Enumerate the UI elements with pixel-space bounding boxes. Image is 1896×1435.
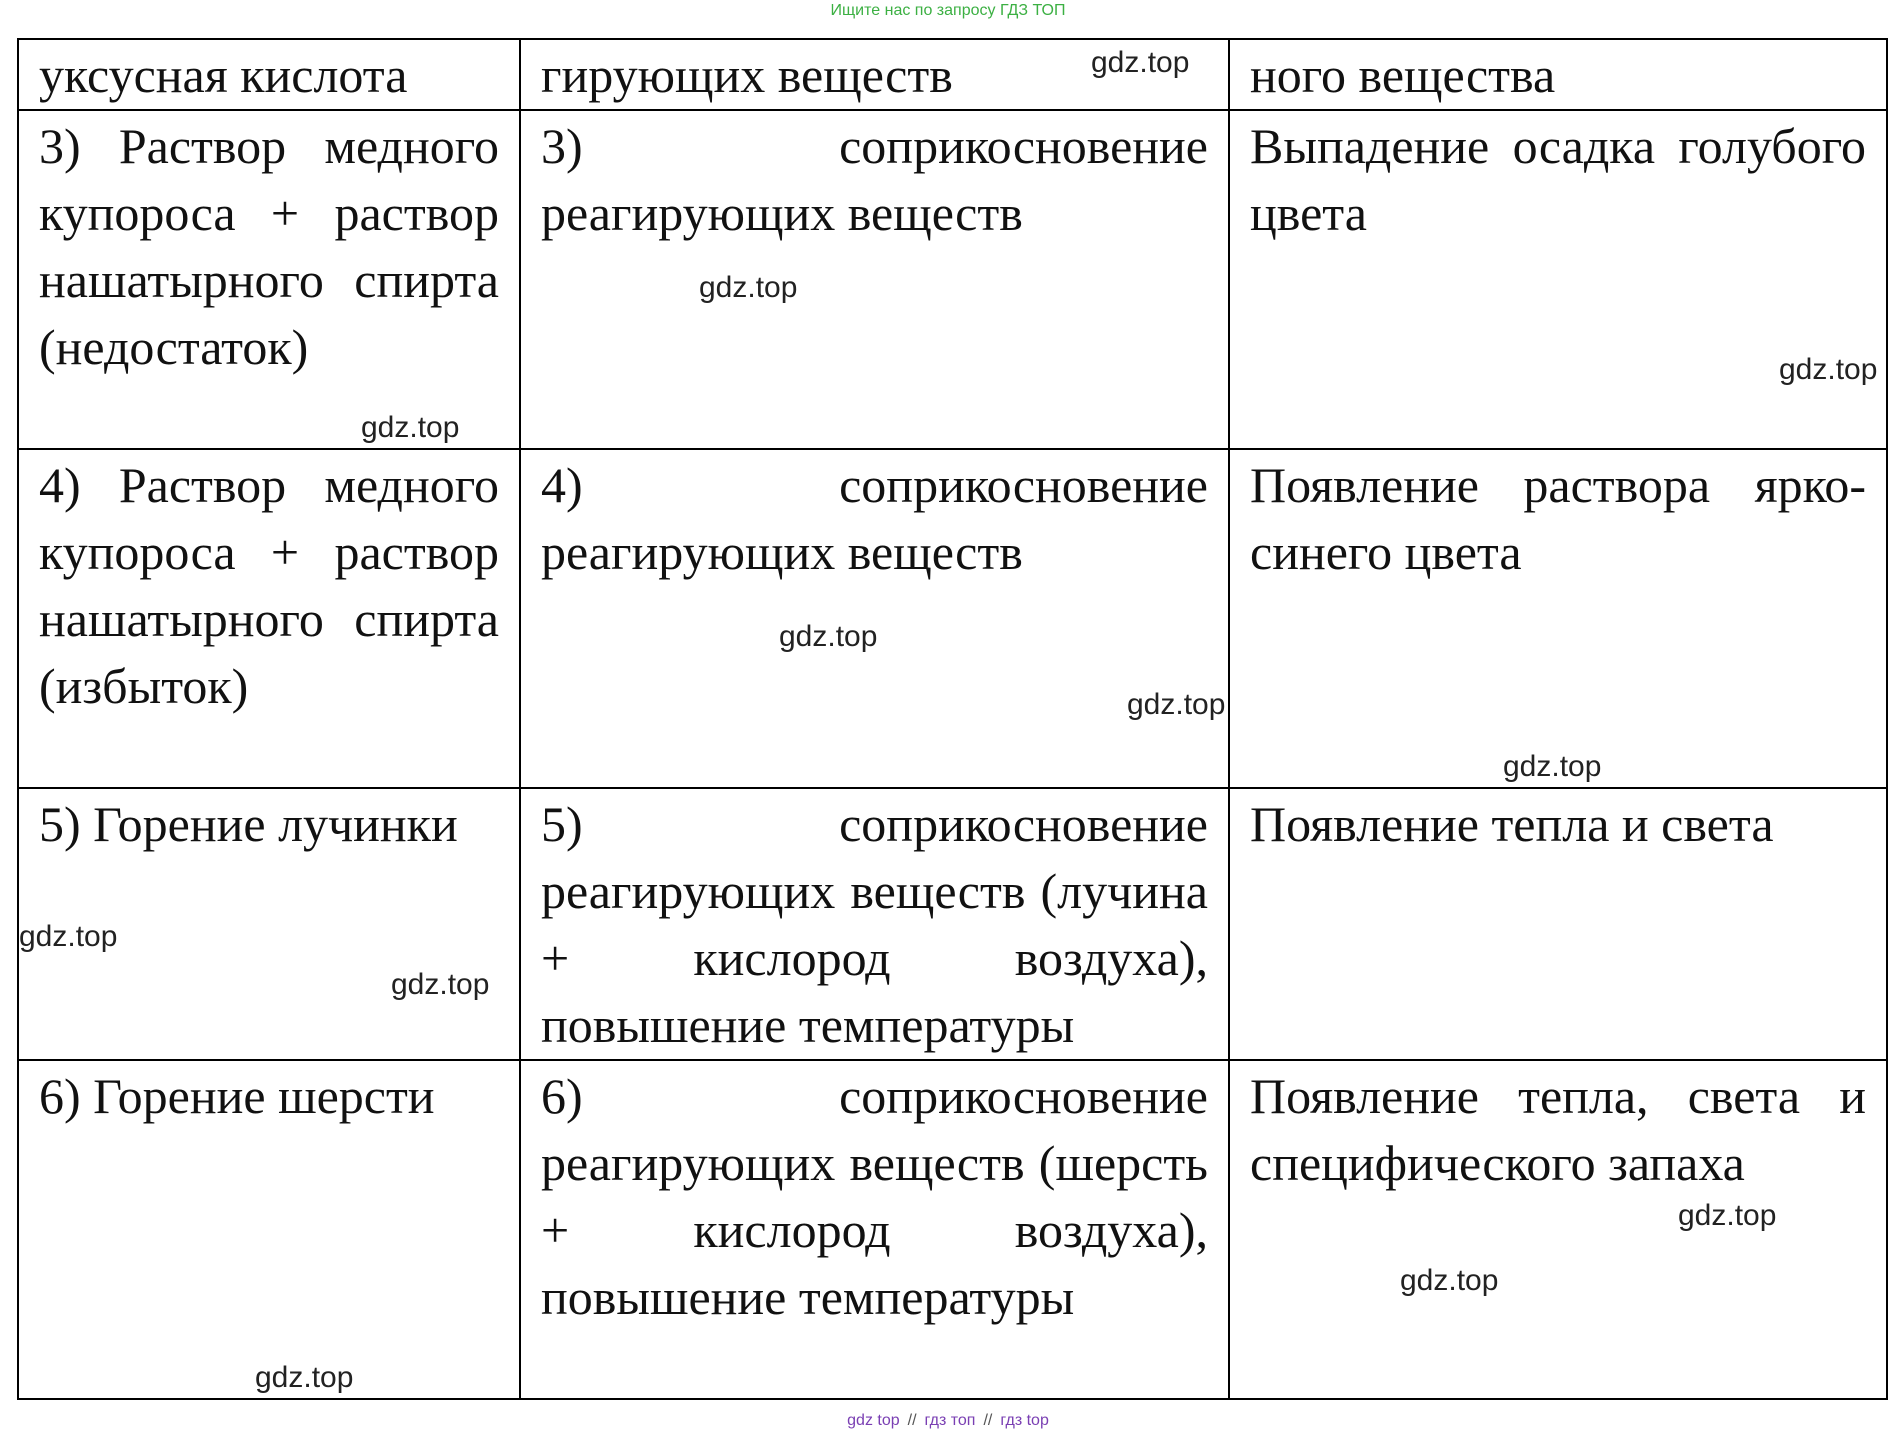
- watermark: gdz.top: [361, 411, 460, 444]
- cell-text: 4) соприкосновение реагирующих веществ: [541, 457, 1208, 580]
- link-gdz-top-mixed[interactable]: гдз top: [1000, 1412, 1049, 1429]
- table-cell: [1229, 39, 1887, 110]
- cell-text: уксусная кислота: [39, 47, 408, 103]
- table-cell: [520, 449, 1229, 788]
- watermark: gdz.top: [1091, 46, 1190, 79]
- cell-text: 5) Горение лучинки: [39, 796, 458, 852]
- cell-text: ного вещества: [1250, 47, 1556, 103]
- table-cell: [520, 39, 1229, 110]
- cell-text: Появление раствора ярко-синего цвета: [1250, 457, 1866, 580]
- table-cell: [18, 1060, 520, 1399]
- search-hint-banner: Ищите нас по запросу ГДЗ ТОП: [830, 2, 1066, 19]
- watermark: gdz.top: [255, 1361, 354, 1394]
- table-cell: [520, 1060, 1229, 1399]
- table-row: [18, 39, 1887, 110]
- cell-text: 5) соприкосновение реагирующих веществ (лучина + кислород воздуха), повышение температуры: [541, 796, 1208, 1053]
- cell-text: 3) соприкосновение реагирующих веществ: [541, 118, 1208, 241]
- table-cell: [18, 110, 520, 449]
- watermark: gdz.top: [391, 968, 490, 1001]
- table-cell: [18, 39, 520, 110]
- table-cell: [1229, 1060, 1887, 1399]
- answer-table: [17, 38, 1888, 1400]
- cell-text: Появление тепла, света и специфического запаха: [1250, 1068, 1866, 1191]
- table-cell: [1229, 788, 1887, 1060]
- bottom-links: [0, 1412, 1896, 1430]
- cell-text: 6) соприкосновение реагирующих веществ (шерсть + кислород воздуха), повышение температуры: [541, 1068, 1208, 1325]
- link-gdz-top-ru[interactable]: гдз топ: [924, 1412, 976, 1429]
- table-cell: [18, 449, 520, 788]
- watermark: gdz.top: [1678, 1199, 1777, 1232]
- cell-text: 4) Раствор медного купороса + раствор нашатырного спирта (избыток): [39, 457, 499, 714]
- cell-text: Появление тепла и света: [1250, 796, 1774, 852]
- cell-text: Выпадение осадка голубого цвета: [1250, 118, 1866, 241]
- table-cell: [1229, 110, 1887, 449]
- watermark: gdz.top: [1400, 1264, 1499, 1297]
- watermark: gdz.top: [779, 620, 878, 653]
- link-separator: //: [983, 1412, 993, 1429]
- table-cell: [18, 788, 520, 1060]
- watermark: gdz.top: [1127, 688, 1226, 721]
- table-row: [18, 449, 1887, 788]
- table-cell: [520, 110, 1229, 449]
- table-row: [18, 788, 1887, 1060]
- table-cell: [520, 788, 1229, 1060]
- table-row: [18, 110, 1887, 449]
- cell-text: гирующих веществ: [541, 47, 953, 103]
- watermark: gdz.top: [19, 920, 118, 953]
- table-row: [18, 1060, 1887, 1399]
- link-gdz-top[interactable]: gdz top: [847, 1412, 900, 1429]
- watermark: gdz.top: [699, 271, 798, 304]
- link-separator: //: [907, 1412, 917, 1429]
- watermark: gdz.top: [1503, 750, 1602, 783]
- table-cell: [1229, 449, 1887, 788]
- watermark: gdz.top: [1779, 353, 1878, 386]
- cell-text: 6) Горение шерсти: [39, 1068, 435, 1124]
- cell-text: 3) Раствор медного купороса + раствор нашатырного спирта (недостаток): [39, 118, 499, 375]
